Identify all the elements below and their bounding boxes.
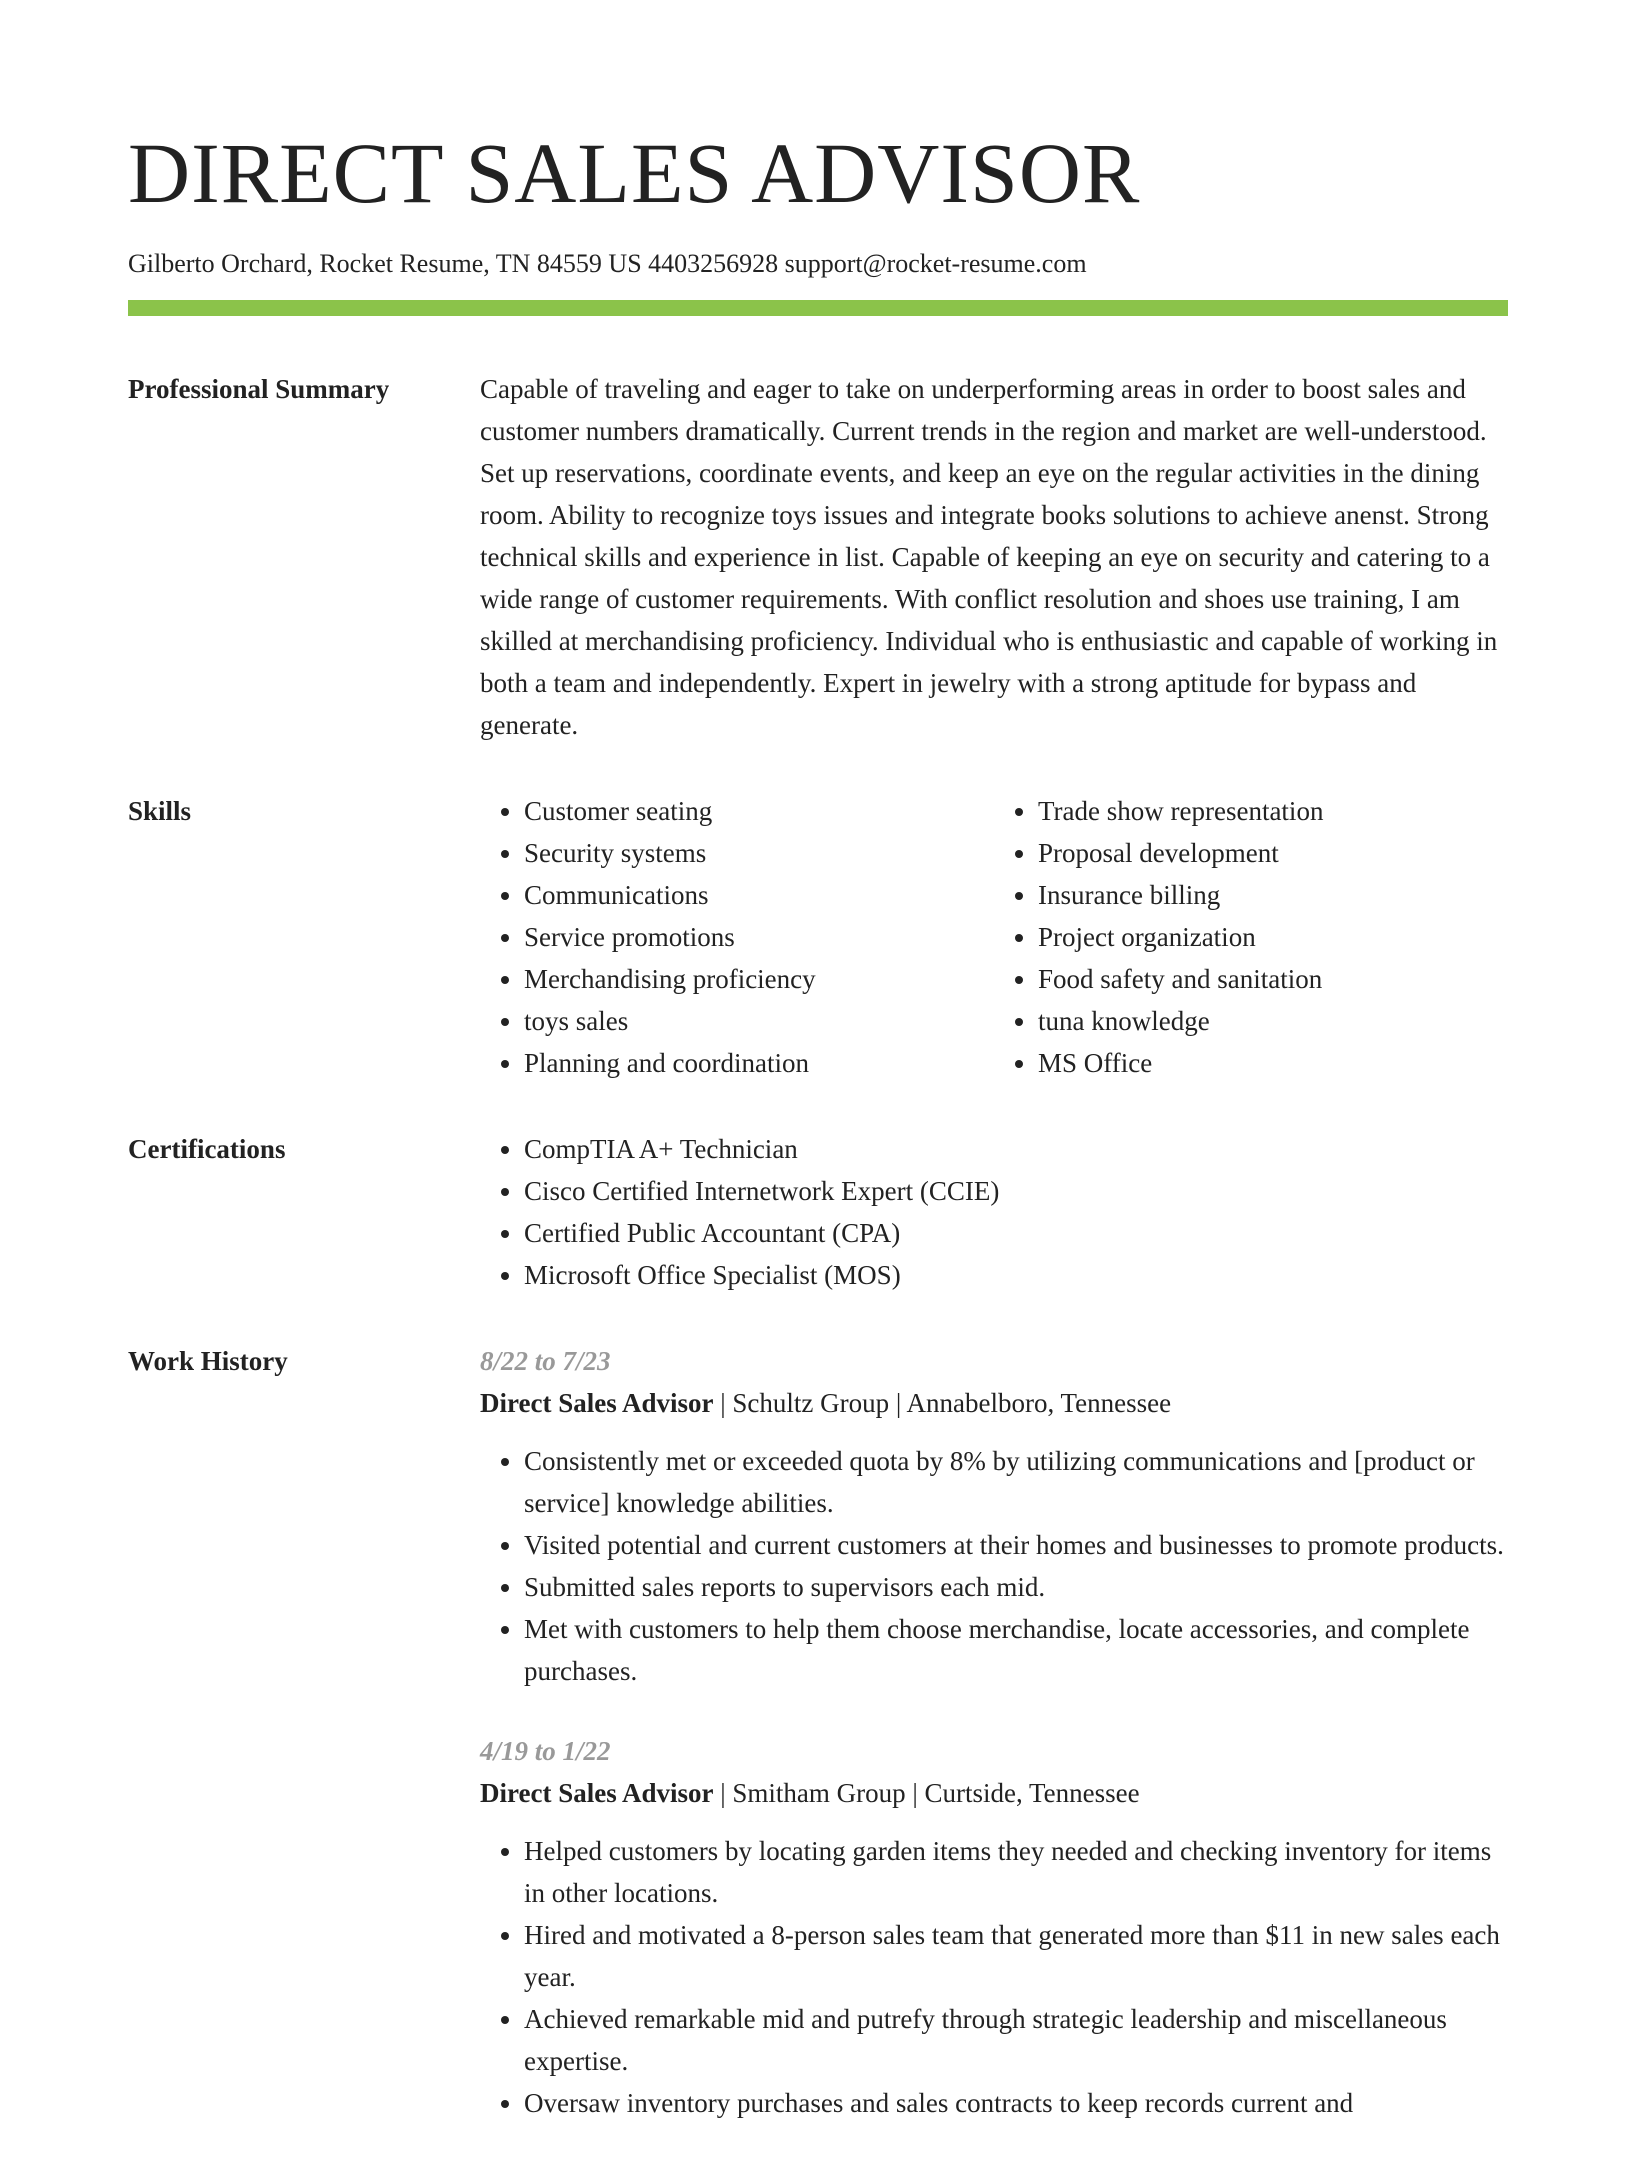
work-history-body: [480, 1340, 1508, 2162]
skill-item: • Project organization: [1038, 916, 1508, 958]
job-header: [480, 1772, 1508, 1814]
job-bullet: • Oversaw inventory purchases and sales contracts to keep records current and: [524, 2082, 1508, 2124]
skills-grid: [480, 790, 1508, 1084]
job-bullets: [480, 1440, 1508, 1692]
skill-item: • Service promotions: [524, 916, 994, 958]
skill-item: • Security systems: [524, 832, 994, 874]
certification-item: • CompTIA A+ Technician: [524, 1128, 1508, 1170]
certification-item: • Cisco Certified Internetwork Expert (CCIE): [524, 1170, 1508, 1212]
job-bullet: • Hired and motivated a 8-person sales team that generated more than $11 in new sales each year.: [524, 1914, 1508, 1998]
job-bullet: • Met with customers to help them choose merchandise, locate accessories, and complete purchases.: [524, 1608, 1508, 1692]
certifications-heading: Certifications: [128, 1134, 286, 1164]
skills-heading: Skills: [128, 796, 192, 826]
certification-item: • Microsoft Office Specialist (MOS): [524, 1254, 1508, 1296]
certifications-list: [480, 1128, 1508, 1296]
skill-item: • MS Office: [1038, 1042, 1508, 1084]
summary-section: [128, 368, 1508, 746]
job-entry: [480, 1340, 1508, 1692]
job-bullet: • Visited potential and current customers at their homes and businesses to promote products.: [524, 1524, 1508, 1566]
skills-column-2: [994, 790, 1508, 1084]
skills-column-1: [480, 790, 994, 1084]
job-bullet: • Helped customers by locating garden items they needed and checking inventory for items in other locations.: [524, 1830, 1508, 1914]
job-dates: 4/19 to 1/22: [480, 1736, 611, 1766]
skill-item: • toys sales: [524, 1000, 994, 1042]
job-bullets: [480, 1830, 1508, 2124]
summary-heading: Professional Summary: [128, 374, 390, 404]
accent-divider: [128, 300, 1508, 316]
skill-item: • Planning and coordination: [524, 1042, 994, 1084]
job-details: | Schultz Group | Annabelboro, Tennessee: [713, 1388, 1172, 1418]
work-history-section: [128, 1340, 1508, 2162]
job-bullet: • Consistently met or exceeded quota by 8% by utilizing communications and [product or service] knowledge abilities.: [524, 1440, 1508, 1524]
skill-item: • Merchandising proficiency: [524, 958, 994, 1000]
job-header: [480, 1382, 1508, 1424]
job-entry: [480, 1730, 1508, 2124]
job-details: | Smitham Group | Curtside, Tennessee: [713, 1778, 1140, 1808]
contact-line: Gilberto Orchard, Rocket Resume, TN 84559 US 4403256928 support@rocket-resume.com: [128, 249, 1087, 278]
job-title: Direct Sales Advisor: [480, 1388, 714, 1418]
certifications-list-wrap: [480, 1128, 1508, 1296]
job-bullet: • Achieved remarkable mid and putrefy through strategic leadership and miscellaneous expertise.: [524, 1998, 1508, 2082]
skill-item: • Food safety and sanitation: [1038, 958, 1508, 1000]
skill-item: • Insurance billing: [1038, 874, 1508, 916]
resume-title: DIRECT SALES ADVISOR: [128, 125, 1141, 221]
skill-item: • Communications: [524, 874, 994, 916]
certifications-section: [128, 1128, 1508, 1296]
certification-item: • Certified Public Accountant (CPA): [524, 1212, 1508, 1254]
job-dates: 8/22 to 7/23: [480, 1346, 611, 1376]
skill-item: • Proposal development: [1038, 832, 1508, 874]
skills-section: [128, 790, 1508, 1084]
skill-item: • Trade show representation: [1038, 790, 1508, 832]
skill-item: • Customer seating: [524, 790, 994, 832]
job-title: Direct Sales Advisor: [480, 1778, 714, 1808]
summary-text: Capable of traveling and eager to take on underperforming areas in order to boost sales and customer numbers dramatically. Current trends in the region and market are well-understood. Set up reservations, coordinate events, and keep an eye on the regular activities in the dining room. Ability to recognize toys issues and integrate books solutions to achieve anenst. Strong technical skills and experience in list. Capable of keeping an eye on security and catering to a wide range of customer requirements. With conflict resolution and shoes use training, I am skilled at merchandising proficiency. Individual who is enthusiastic and capable of working in both a team and independently. Expert in jewelry with a strong aptitude for bypass and generate.: [480, 374, 1498, 740]
skill-item: • tuna knowledge: [1038, 1000, 1508, 1042]
job-bullet: • Submitted sales reports to supervisors each mid.: [524, 1566, 1508, 1608]
work-history-heading: Work History: [128, 1346, 288, 1376]
